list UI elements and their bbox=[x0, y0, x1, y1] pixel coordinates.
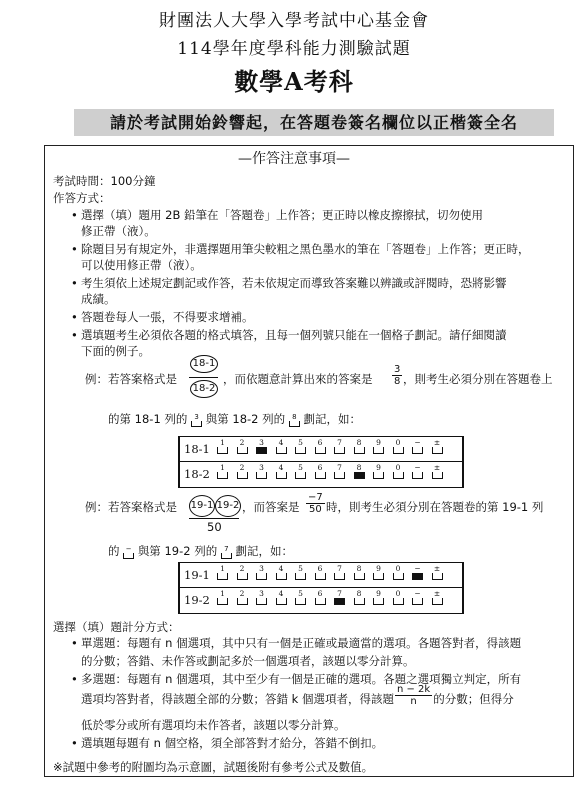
grid-cell bbox=[312, 589, 329, 605]
grid-cell-digit: ± bbox=[433, 564, 441, 573]
grid-cell bbox=[370, 564, 387, 580]
grid-cell bbox=[214, 564, 231, 580]
example-2-mid: ，而答案是 bbox=[242, 500, 300, 514]
scoring-multi-line3: 低於零分或所有選項均未作答者，該題以零分計算。 bbox=[81, 718, 346, 732]
grid-cell-digit: 1 bbox=[220, 463, 225, 472]
grid-cell-mark bbox=[354, 573, 365, 580]
example-2-prefix: 例：若答案格式是 bbox=[85, 500, 177, 514]
grid-cell-mark bbox=[354, 447, 365, 454]
example-1-line2-b: 與第 18-2 列的 bbox=[205, 412, 286, 426]
grid-cell bbox=[253, 463, 270, 479]
example-1-circle-bottom: 18-2 bbox=[190, 380, 218, 398]
example-1-answer-grid bbox=[178, 436, 464, 488]
grid-row-label: 18-2 bbox=[184, 467, 210, 481]
grid-cell-mark bbox=[393, 447, 404, 454]
grid-cell-mark bbox=[295, 598, 306, 605]
grid-cell bbox=[273, 438, 290, 454]
grid-cell bbox=[351, 589, 368, 605]
grid-cell-digit: 2 bbox=[239, 564, 245, 573]
example-1-ans-num: 3 bbox=[394, 364, 401, 375]
grid-cell-digit: 4 bbox=[278, 589, 284, 598]
grid-cell bbox=[234, 564, 251, 580]
grid-cell bbox=[234, 463, 251, 479]
grid-cell-digit: 5 bbox=[298, 589, 303, 598]
grid-cell-digit: 2 bbox=[239, 463, 245, 472]
grid-cell bbox=[292, 463, 309, 479]
bullet-4: • 答題卷每人一張，不得要求增補。 bbox=[81, 310, 254, 324]
grid-cell-mark bbox=[315, 472, 326, 479]
grid-cell-mark bbox=[276, 472, 287, 479]
grid-cell-digit: 0 bbox=[395, 438, 401, 447]
org-title: 財團法人大學入學考試中心基金會 bbox=[159, 11, 429, 31]
grid-cell-mark bbox=[237, 598, 248, 605]
grid-cell-mark bbox=[393, 573, 404, 580]
answer-method-title: 作答方式： bbox=[53, 191, 111, 205]
grid-cell bbox=[273, 589, 290, 605]
exam-time: 考試時間：100分鐘 bbox=[53, 174, 156, 188]
grid-cell-mark bbox=[237, 447, 248, 454]
example-1-line2-a: 的第 18-1 列的 bbox=[108, 412, 188, 426]
grid-cell-digit: 2 bbox=[239, 589, 245, 598]
grid-cell-mark bbox=[412, 472, 423, 479]
example-1-tail: ，則考生必須分別在答題卷上 bbox=[403, 372, 553, 386]
scoring-single-line2: 的分數；答錯、未作答或劃記多於一個選項者，該題以零分計算。 bbox=[81, 654, 415, 668]
grid-cell bbox=[234, 589, 251, 605]
grid-cell bbox=[409, 589, 426, 605]
grid-cell-mark bbox=[217, 472, 228, 479]
grid-cell-digit: 5 bbox=[298, 463, 303, 472]
grid-row bbox=[180, 587, 462, 612]
grid-row-label: 18-1 bbox=[184, 442, 210, 456]
example-2-ans-num: −7 bbox=[308, 492, 323, 503]
grid-cell-digit: 9 bbox=[376, 589, 381, 598]
grid-cell-digit: 6 bbox=[317, 463, 323, 472]
grid-cell-mark bbox=[432, 447, 443, 454]
grid-cell-digit: 6 bbox=[317, 564, 323, 573]
grid-cell-mark bbox=[432, 472, 443, 479]
grid-cell bbox=[390, 589, 407, 605]
grid-cell bbox=[331, 463, 348, 479]
grid-cell-mark-filled bbox=[412, 573, 423, 580]
grid-cell-mark bbox=[256, 573, 267, 580]
grid-cell bbox=[331, 589, 348, 605]
grid-cell-mark bbox=[256, 472, 267, 479]
grid-cell-mark bbox=[295, 573, 306, 580]
grid-cell bbox=[429, 463, 446, 479]
grid-cell bbox=[429, 589, 446, 605]
bullet-1-line2: 修正帶（液）。 bbox=[81, 224, 156, 238]
bullet-1-line1: • 選擇（填）題用 2B 鉛筆在「答題卷」上作答；更正時以橡皮擦擦拭，切勿使用 bbox=[81, 208, 483, 222]
scoring-multi-line2-a: 選項均答對者，得該題全部的分數；答錯 k 個選項者，得該題 bbox=[81, 692, 394, 706]
bullet-3-line1: • 考生須依上述規定劃記或作答，若未依規定而導致答案難以辨識或評閱時，恐將影響 bbox=[81, 276, 507, 290]
grid-cell bbox=[292, 438, 309, 454]
bullet-3-line2: 成績。 bbox=[81, 292, 116, 306]
grid-cell bbox=[409, 564, 426, 580]
scoring-frac-num: n − 2k bbox=[396, 684, 431, 695]
example-2-under: 50 bbox=[207, 520, 222, 534]
example-1-mid: ，而依題意計算出來的答案是 bbox=[223, 372, 373, 386]
grid-cell-digit: 7 bbox=[337, 463, 342, 472]
grid-row-label: 19-2 bbox=[184, 593, 210, 607]
grid-cell-digit: − bbox=[414, 438, 421, 447]
grid-cell-digit: 5 bbox=[298, 564, 303, 573]
grid-cell bbox=[253, 564, 270, 580]
grid-cell-mark bbox=[256, 598, 267, 605]
example-2-line2 bbox=[108, 544, 293, 559]
grid-cell bbox=[273, 463, 290, 479]
example-2-line2-a: 的 bbox=[108, 544, 120, 558]
example-2-mark-b-digit: 7 bbox=[224, 544, 229, 553]
notice-title: —作答注意事項— bbox=[238, 151, 350, 167]
scoring-title: 選擇（填）題計分方式： bbox=[53, 620, 180, 634]
example-1-ans-den: 8 bbox=[394, 376, 401, 387]
grid-cell-digit: 8 bbox=[356, 463, 362, 472]
grid-cell-mark bbox=[315, 598, 326, 605]
grid-cell-digit: 7 bbox=[337, 438, 342, 447]
grid-cell-digit: 3 bbox=[259, 463, 264, 472]
example-2-answer-fraction bbox=[305, 492, 326, 515]
grid-cell-mark bbox=[373, 472, 384, 479]
grid-cell-digit: 3 bbox=[259, 564, 264, 573]
grid-cell-digit: ± bbox=[433, 589, 441, 598]
example-2-fraction-bar bbox=[189, 518, 239, 519]
example-2-mark-a bbox=[123, 545, 134, 559]
grid-cell bbox=[331, 438, 348, 454]
grid-cell-mark bbox=[334, 447, 345, 454]
exam-title: 114學年度學科能力測驗試題 bbox=[177, 39, 411, 59]
grid-cell-digit: 6 bbox=[317, 438, 323, 447]
grid-cell-mark bbox=[412, 447, 423, 454]
grid-cell-digit: 0 bbox=[395, 463, 401, 472]
grid-cell bbox=[273, 564, 290, 580]
example-2-line2-c: 劃記，如： bbox=[235, 544, 294, 558]
grid-cell-digit: 4 bbox=[278, 463, 284, 472]
grid-cell-mark bbox=[334, 472, 345, 479]
grid-cell bbox=[214, 463, 231, 479]
grid-cell-digit: 1 bbox=[220, 564, 225, 573]
example-1-circle-top: 18-1 bbox=[190, 355, 218, 373]
grid-cell-digit: − bbox=[414, 589, 421, 598]
grid-cell bbox=[312, 564, 329, 580]
grid-row bbox=[180, 437, 462, 461]
grid-cell-mark bbox=[373, 573, 384, 580]
grid-cell-digit: 7 bbox=[337, 589, 342, 598]
grid-cell bbox=[214, 438, 231, 454]
grid-cell-mark bbox=[373, 598, 384, 605]
grid-cell-mark bbox=[237, 472, 248, 479]
grid-cell bbox=[370, 438, 387, 454]
grid-cell-digit: 6 bbox=[317, 589, 323, 598]
grid-cell-digit: 9 bbox=[376, 438, 381, 447]
example-2-ans-den: 50 bbox=[309, 504, 322, 515]
grid-cell-mark bbox=[315, 447, 326, 454]
grid-cell bbox=[234, 438, 251, 454]
grid-cell-digit: 1 bbox=[220, 589, 225, 598]
grid-cell-mark bbox=[295, 447, 306, 454]
example-2-circle-b: 19-2 bbox=[215, 495, 241, 517]
grid-row bbox=[180, 461, 462, 486]
grid-cell bbox=[351, 438, 368, 454]
example-1-line2-c: 劃記，如： bbox=[303, 412, 361, 426]
grid-cell bbox=[370, 589, 387, 605]
grid-cell-mark bbox=[432, 573, 443, 580]
grid-cell-mark bbox=[432, 598, 443, 605]
grid-cell bbox=[370, 463, 387, 479]
grid-cell bbox=[292, 589, 309, 605]
grid-cell bbox=[390, 564, 407, 580]
grid-cell-mark-filled bbox=[334, 598, 345, 605]
grid-cell-mark-filled bbox=[354, 472, 365, 479]
bullet-2-line1: • 除題目另有規定外，非選擇題用筆尖較粗之黑色墨水的筆在「答題卷」上作答；更正時， bbox=[81, 242, 530, 256]
grid-cell-mark bbox=[217, 447, 228, 454]
grid-cell-mark bbox=[334, 573, 345, 580]
grid-cell bbox=[214, 589, 231, 605]
grid-cell-digit: 3 bbox=[259, 589, 264, 598]
example-1-prefix: 例：若答案格式是 bbox=[85, 372, 177, 386]
grid-cell-digit: 2 bbox=[239, 438, 245, 447]
example-1-line2 bbox=[108, 412, 361, 427]
grid-cell-mark bbox=[315, 573, 326, 580]
subject-title: 數學A考科 bbox=[234, 67, 354, 96]
example-2-mark-a-digit: − bbox=[125, 544, 132, 553]
grid-cell-mark bbox=[276, 573, 287, 580]
grid-row-label: 19-1 bbox=[184, 568, 210, 582]
grid-row bbox=[180, 563, 462, 587]
grid-cell bbox=[351, 463, 368, 479]
scoring-fillin: • 選填題每題有 n 個空格，須全部答對才給分，答錯不倒扣。 bbox=[81, 736, 383, 750]
grid-cell-digit: 7 bbox=[337, 564, 342, 573]
grid-cell bbox=[429, 564, 446, 580]
grid-cell-mark bbox=[276, 598, 287, 605]
grid-cell bbox=[292, 564, 309, 580]
scoring-frac-den: n bbox=[410, 696, 417, 707]
grid-cell-digit: 8 bbox=[356, 589, 362, 598]
grid-cell bbox=[390, 463, 407, 479]
grid-cell-mark bbox=[393, 598, 404, 605]
example-1-mark-a-digit: 3 bbox=[194, 412, 199, 421]
grid-cell-mark bbox=[354, 598, 365, 605]
grid-cell-mark bbox=[237, 573, 248, 580]
grid-cell-mark bbox=[373, 447, 384, 454]
grid-cell-digit: 3 bbox=[259, 438, 264, 447]
signature-instruction-banner: 請於考試開始鈴響起，在答題卷簽名欄位以正楷簽全名 bbox=[74, 109, 554, 136]
grid-cell-mark bbox=[412, 598, 423, 605]
grid-cell bbox=[253, 589, 270, 605]
grid-cell-digit: − bbox=[414, 463, 421, 472]
example-2-line2-b: 與第 19-2 列的 bbox=[137, 544, 218, 558]
example-2-mark-b bbox=[221, 545, 232, 559]
grid-cell-digit: 4 bbox=[278, 564, 284, 573]
scoring-single-line1: • 單選題：每題有 n 個選項，其中只有一個是正確或最適當的選項。各題答對者，得該題 bbox=[81, 636, 521, 650]
grid-cell bbox=[409, 438, 426, 454]
grid-cell-digit: 0 bbox=[395, 564, 401, 573]
example-1-mark-b bbox=[289, 413, 300, 427]
scoring-multi-line1: • 多選題：每題有 n 個選項，其中至少有一個是正確的選項。各題之選項獨立判定，所有 bbox=[81, 672, 521, 686]
grid-cell-mark-filled bbox=[256, 447, 267, 454]
grid-cell-digit: 1 bbox=[220, 438, 225, 447]
example-1-fraction-bar bbox=[189, 377, 218, 378]
grid-cell-digit: ± bbox=[433, 463, 441, 472]
grid-cell bbox=[312, 463, 329, 479]
grid-cell-digit: 9 bbox=[376, 463, 381, 472]
grid-cell-digit: 4 bbox=[278, 438, 284, 447]
example-1-answer-fraction bbox=[391, 364, 403, 387]
grid-cell-mark bbox=[295, 472, 306, 479]
scoring-multi-line2 bbox=[81, 684, 514, 707]
grid-cell-digit: 9 bbox=[376, 564, 381, 573]
grid-cell-mark bbox=[217, 573, 228, 580]
grid-cell bbox=[331, 564, 348, 580]
example-2-circle-a: 19-1 bbox=[189, 495, 215, 517]
grid-cell bbox=[312, 438, 329, 454]
grid-cell-digit: ± bbox=[433, 438, 441, 447]
example-2-answer-grid bbox=[178, 562, 464, 614]
grid-cell-digit: − bbox=[414, 564, 421, 573]
example-1-mark-b-digit: 8 bbox=[292, 412, 297, 421]
grid-cell bbox=[253, 438, 270, 454]
grid-cell-mark bbox=[217, 598, 228, 605]
grid-cell-digit: 8 bbox=[356, 438, 362, 447]
grid-cell-digit: 5 bbox=[298, 438, 303, 447]
example-1-mark-a bbox=[191, 413, 202, 427]
scoring-multi-line2-b: 的分數；但得分 bbox=[433, 692, 514, 706]
grid-cell bbox=[351, 564, 368, 580]
example-2-tail: 時，則考生必須分別在答題卷的第 19-1 列 bbox=[326, 500, 544, 514]
grid-cell bbox=[390, 438, 407, 454]
footnote: ※試題中參考的附圖均為示意圖，試題後附有參考公式及數值。 bbox=[53, 760, 374, 774]
grid-cell bbox=[429, 438, 446, 454]
grid-cell-digit: 8 bbox=[356, 564, 362, 573]
bullet-5-line1: • 選填題考生必須依各題的格式填答，且每一個列號只能在一個格子劃記。請仔細閱讀 bbox=[81, 328, 507, 342]
grid-cell bbox=[409, 463, 426, 479]
bullet-2-line2: 可以使用修正帶（液）。 bbox=[81, 258, 202, 272]
grid-cell-mark bbox=[276, 447, 287, 454]
grid-cell-digit: 0 bbox=[395, 589, 401, 598]
bullet-5-line2: 下面的例子。 bbox=[81, 344, 150, 358]
grid-cell-mark bbox=[393, 472, 404, 479]
